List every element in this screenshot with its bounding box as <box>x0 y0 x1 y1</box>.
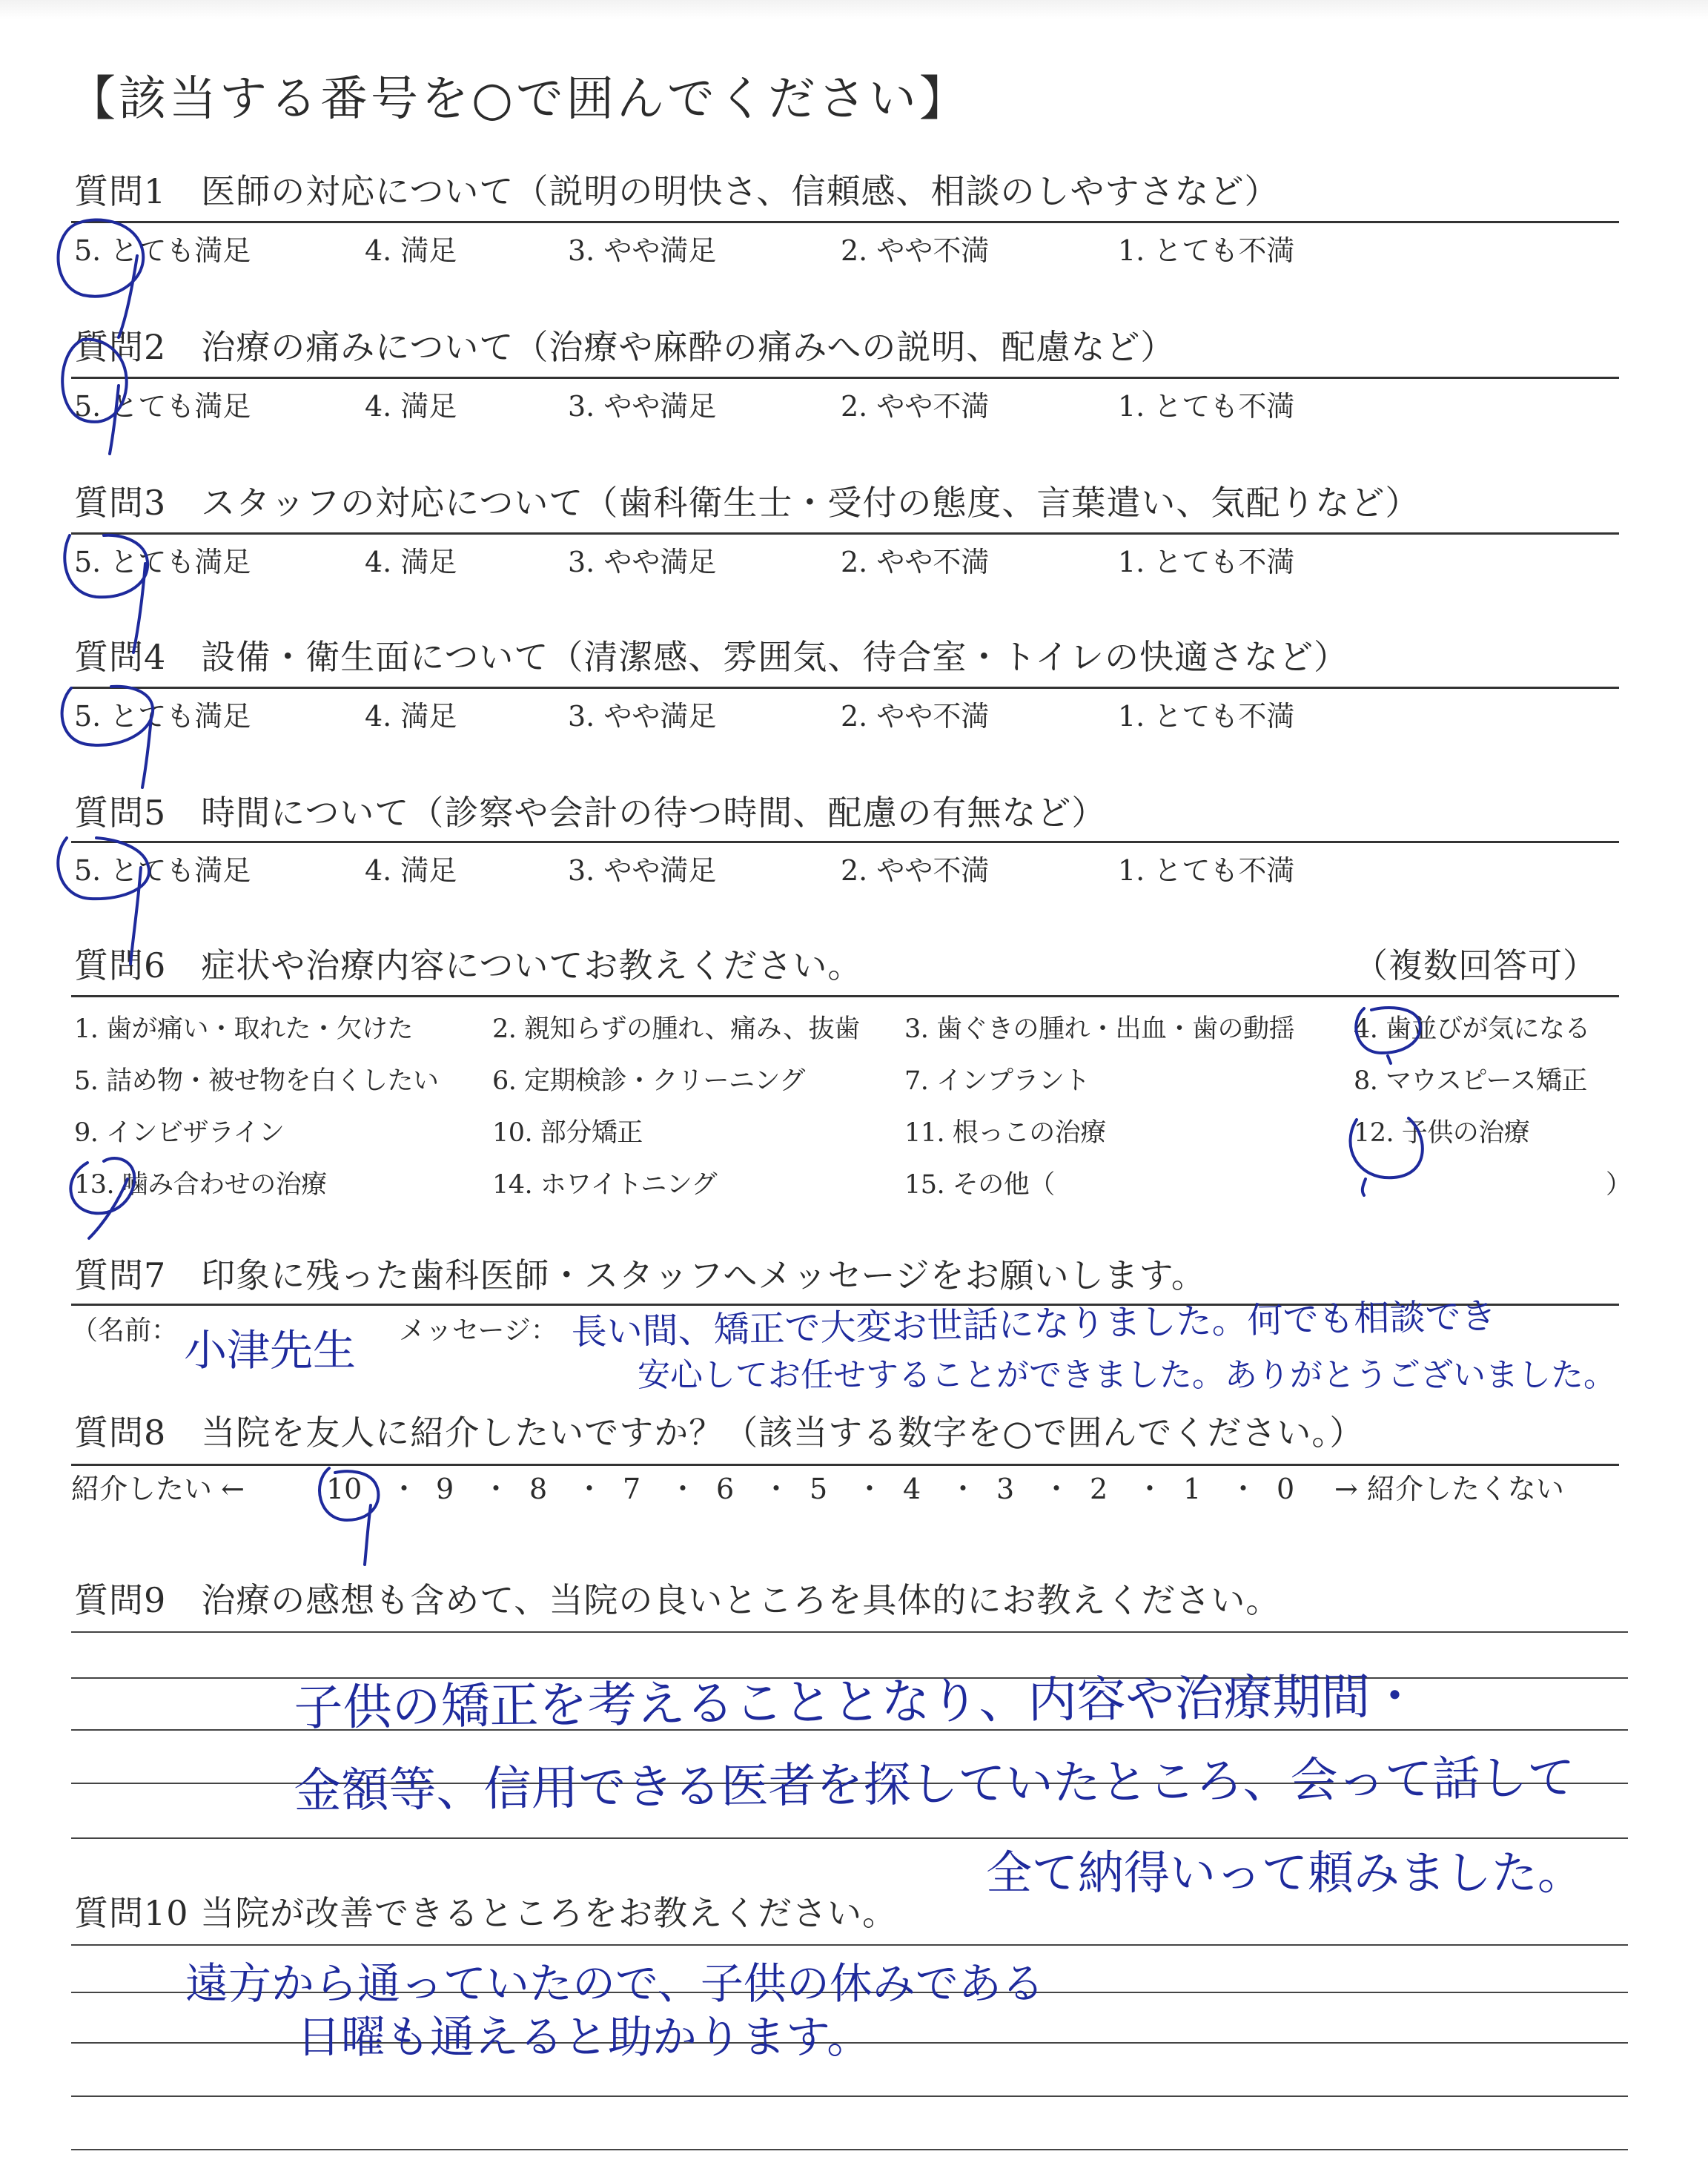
q7-message-label: メッセージ： <box>399 1315 557 1346</box>
q5-option-1[interactable]: 1. とても不満 <box>1118 854 1295 887</box>
q6-option-14[interactable]: 14. ホワイトニング <box>492 1170 718 1200</box>
q8-scale-right-label: → 紹介したくない <box>1334 1473 1564 1505</box>
q5-option-2[interactable]: 2. やや不満 <box>841 854 990 887</box>
q6-option-1[interactable]: 1. 歯が痛い・取れた・欠けた <box>74 1014 414 1044</box>
q8-scale-2[interactable]: 2 <box>1090 1473 1108 1505</box>
q6-option-3[interactable]: 3. 歯ぐきの腫れ・出血・歯の動揺 <box>904 1014 1295 1044</box>
q6-option-6[interactable]: 6. 定期検診・クリーニング <box>492 1066 805 1096</box>
q7-handwritten-message-line-1: 長い間、矯正で大変お世話になりました。何でも相談でき <box>571 1295 1497 1353</box>
q8-scale-sep: ・ <box>575 1473 604 1505</box>
q8-scale-sep: ・ <box>1229 1473 1258 1505</box>
q8-scale-3[interactable]: 3 <box>996 1473 1015 1505</box>
q3-option-1[interactable]: 1. とても不満 <box>1118 546 1295 578</box>
q10-handwritten-line-2: 日曜も通えると助かります。 <box>297 2012 872 2064</box>
q10-writing-line <box>71 1944 1628 1946</box>
q6-option-13[interactable]: 13. 噛み合わせの治療 <box>74 1170 327 1200</box>
q7-handwritten-message-line-2: 安心してお任せすることができました。ありがとうございました。 <box>638 1356 1616 1394</box>
page-title: 【該当する番号を○で囲んでください】 <box>68 72 970 127</box>
scan-top-edge <box>0 0 1708 19</box>
q9-handwritten-line-3: 全て納得いって頼みました。 <box>986 1846 1584 1900</box>
q8-scale-6[interactable]: 6 <box>716 1473 735 1505</box>
question-5-label: 質問5 時間について（診察や会計の待つ時間、配慮の有無など） <box>74 793 1107 833</box>
q6-option-2[interactable]: 2. 親知らずの腫れ、痛み、抜歯 <box>492 1014 860 1044</box>
question-4-rule <box>71 687 1619 689</box>
q2-option-3[interactable]: 3. やや満足 <box>568 390 717 423</box>
q8-scale-sep: ・ <box>669 1473 698 1505</box>
q6-other-close-paren: ） <box>1606 1170 1632 1200</box>
question-1-label: 質問1 医師の対応について（説明の明快さ、信頼感、相談のしやすさなど） <box>74 171 1280 211</box>
q2-option-2[interactable]: 2. やや不満 <box>841 390 990 423</box>
q7-handwritten-name: 小津先生 <box>184 1325 357 1375</box>
question-6-note: （複数回答可） <box>1354 945 1598 985</box>
q4-option-4[interactable]: 4. 満足 <box>365 700 457 733</box>
q8-scale-5[interactable]: 5 <box>810 1473 828 1505</box>
question-6-rule <box>71 995 1619 997</box>
q8-scale-8[interactable]: 8 <box>529 1473 548 1505</box>
question-7-label: 質問7 印象に残った歯科医師・スタッフへメッセージをお願いします。 <box>74 1255 1206 1295</box>
q4-option-5[interactable]: 5. とても満足 <box>74 700 251 733</box>
q3-option-4[interactable]: 4. 満足 <box>365 546 457 578</box>
q2-option-4[interactable]: 4. 満足 <box>365 390 457 423</box>
question-10-label: 質問10 当院が改善できるところをお教えください。 <box>74 1893 898 1933</box>
q6-option-7[interactable]: 7. インプラント <box>904 1066 1090 1096</box>
q8-scale-sep: ・ <box>1136 1473 1165 1505</box>
q5-option-3[interactable]: 3. やや満足 <box>568 854 717 887</box>
q1-option-2[interactable]: 2. やや不満 <box>841 234 990 267</box>
q6-option-4-tick <box>1388 1056 1391 1063</box>
q2-option-1[interactable]: 1. とても不満 <box>1118 390 1295 423</box>
q1-option-5[interactable]: 5. とても満足 <box>74 234 251 267</box>
q10-handwritten-line-1: 遠方から通っていたので、子供の休みである <box>185 1958 1045 2009</box>
q8-scale-0[interactable]: 0 <box>1277 1473 1295 1505</box>
question-1-rule <box>71 221 1619 223</box>
q2-option-5[interactable]: 5. とても満足 <box>74 390 251 423</box>
question-4-label: 質問4 設備・衛生面について（清潔感、雰囲気、待合室・トイレの快適さなど） <box>74 637 1349 677</box>
q4-option-1[interactable]: 1. とても不満 <box>1118 700 1295 733</box>
q3-option-3[interactable]: 3. やや満足 <box>568 546 717 578</box>
q3-option-5[interactable]: 5. とても満足 <box>74 546 251 578</box>
q6-option-11[interactable]: 11. 根っこの治療 <box>904 1118 1106 1148</box>
q5-option-4[interactable]: 4. 満足 <box>365 854 457 887</box>
q1-option-1[interactable]: 1. とても不満 <box>1118 234 1295 267</box>
q4-option-2[interactable]: 2. やや不満 <box>841 700 990 733</box>
q10-writing-line <box>71 2149 1628 2150</box>
q8-scale-1[interactable]: 1 <box>1183 1473 1202 1505</box>
q6-option-4[interactable]: 4. 歯並びが気になる <box>1354 1014 1591 1044</box>
question-2-label: 質問2 治療の痛みについて（治療や麻酔の痛みへの説明、配慮など） <box>74 327 1176 367</box>
q8-scale-4[interactable]: 4 <box>903 1473 921 1505</box>
question-9-label: 質問9 治療の感想も含めて、当院の良いところを具体的にお教えください。 <box>74 1580 1281 1620</box>
q8-scale-10[interactable]: 10 <box>326 1473 363 1505</box>
q6-option-8[interactable]: 8. マウスピース矯正 <box>1354 1066 1587 1096</box>
q6-option-10[interactable]: 10. 部分矯正 <box>492 1118 643 1148</box>
q1-option-3[interactable]: 3. やや満足 <box>568 234 717 267</box>
q6-option-9[interactable]: 9. インビザライン <box>74 1118 285 1148</box>
question-5-rule <box>71 841 1619 843</box>
q1-option-4[interactable]: 4. 満足 <box>365 234 457 267</box>
q9-writing-line <box>71 1631 1628 1633</box>
q8-scale-sep: ・ <box>949 1473 978 1505</box>
question-8-rule <box>71 1464 1619 1466</box>
q9-handwritten-line-1: 子供の矯正を考えることとなり、内容や治療期間・ <box>294 1668 1420 1737</box>
q8-scale-7[interactable]: 7 <box>623 1473 641 1505</box>
q8-scale-sep: ・ <box>390 1473 419 1505</box>
question-8-label: 質問8 当院を友人に紹介したいですか？（該当する数字を○で囲んでください。） <box>74 1413 1365 1453</box>
q8-scale-left-label: 紹介したい ← <box>71 1473 245 1505</box>
question-3-rule <box>71 532 1619 535</box>
q8-scale-9[interactable]: 9 <box>436 1473 454 1505</box>
q6-option-15[interactable]: 15. その他（ <box>904 1170 1055 1200</box>
question-3-label: 質問3 スタッフの対応について（歯科衛生士・受付の態度、言葉遣い、気配りなど） <box>74 483 1420 523</box>
q8-scale-sep: ・ <box>1042 1473 1071 1505</box>
q8-scale-sep: ・ <box>762 1473 791 1505</box>
q9-handwritten-line-2: 金額等、信用できる医者を探していたところ、会って話して <box>294 1750 1575 1819</box>
q3-option-2[interactable]: 2. やや不満 <box>841 546 990 578</box>
q5-option-5[interactable]: 5. とても満足 <box>74 854 251 887</box>
q8-scale-sep: ・ <box>855 1473 884 1505</box>
q6-option-12[interactable]: 12. 子供の治療 <box>1354 1118 1530 1148</box>
question-6-label: 質問6 症状や治療内容についてお教えください。 <box>74 945 863 985</box>
q6-option-5[interactable]: 5. 詰め物・被せ物を白くしたい <box>74 1066 439 1096</box>
q8-scale-sep: ・ <box>482 1473 511 1505</box>
q10-writing-line <box>71 2095 1628 2097</box>
question-2-rule <box>71 377 1619 379</box>
q4-option-3[interactable]: 3. やや満足 <box>568 700 717 733</box>
q7-name-label: （名前： <box>71 1315 179 1346</box>
